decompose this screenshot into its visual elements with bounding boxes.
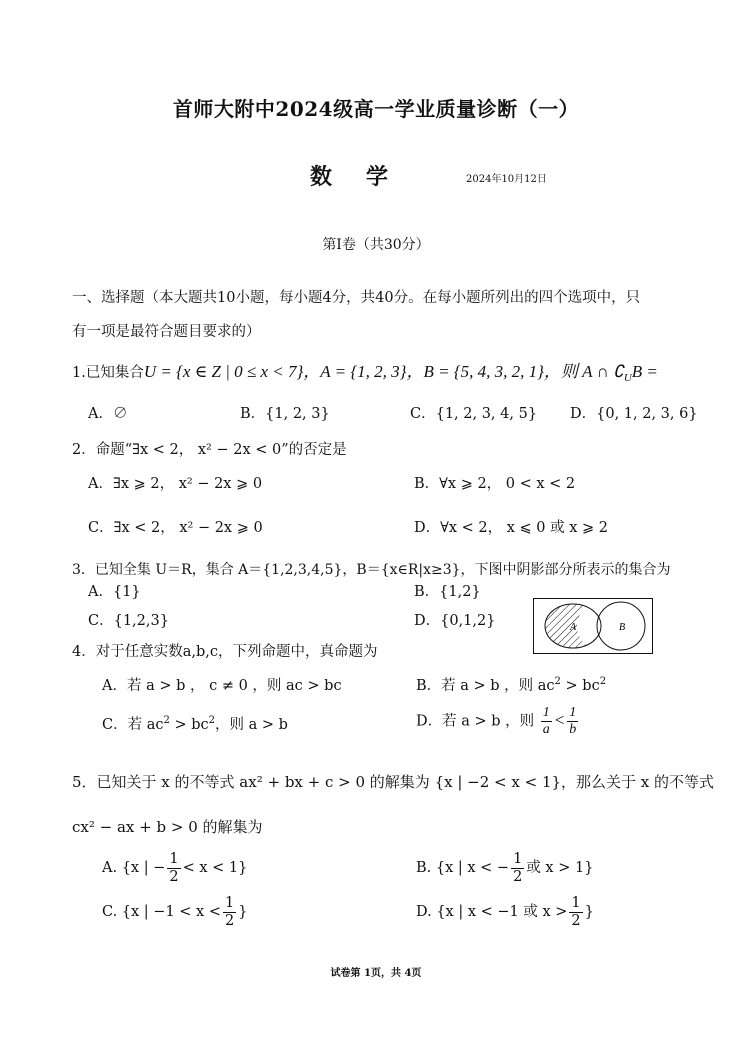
question-3-stem: 3．已知全集 U＝R，集合 A＝{1,2,3,4,5}，B＝{x∈R|x≥3}，下图中阴影部分所表示的集合为	[72, 562, 671, 578]
q4-d-pre: D．若 a > b ，则	[416, 713, 535, 730]
set-a-label: A	[569, 622, 577, 633]
q4-option-c	[102, 713, 288, 734]
q3-option-c: C．{1,2,3}	[88, 613, 169, 629]
q5-c-num: 1	[224, 895, 235, 911]
subject-title: 数学	[310, 164, 423, 190]
q5-b-tail: 或 x > 1}	[526, 860, 594, 876]
q5-a-frac	[167, 852, 180, 884]
q5-option-d	[416, 896, 594, 928]
question-2-stem: 2．命题“∃x < 2， x² − 2x < 0”的否定是	[72, 442, 347, 458]
exam-title: 首师大附中2024级高一学业质量诊断（一）	[172, 97, 580, 121]
section-instruction-line2: 有一项是最符合题目要求的）	[72, 324, 261, 340]
q1-set-b: ，B = {5, 4, 3, 2, 1}	[406, 362, 544, 381]
q1-set-u: U = {x ∈ Z | 0 ≤ x < 7}	[143, 362, 304, 381]
q5-c-den: 2	[224, 912, 235, 929]
q2-option-b: B．∀x ⩾ 2， 0 < x < 2	[414, 476, 576, 492]
q5-d-num: 1	[571, 895, 581, 911]
q1-ask-sub: U	[623, 371, 632, 384]
q5-a-den: 2	[169, 868, 179, 885]
q3-option-d: D．{0,1,2}	[414, 613, 496, 629]
q5-b-num: 1	[513, 851, 523, 867]
q4-d-frac2	[567, 706, 578, 737]
q1-ask-tail: B =	[631, 362, 658, 381]
q5-c-pre: C. {x | −1 < x <	[102, 904, 221, 920]
q1-ask: ，则 A ∩ ∁	[543, 362, 624, 381]
q5-c-tail: }	[238, 904, 248, 920]
q4-d-lt: <	[553, 710, 566, 730]
question-1-stem	[72, 357, 658, 384]
q5-b-frac	[511, 852, 524, 884]
q4-option-a: A．若 a > b ， c ≠ 0 ，则 ac > bc	[102, 678, 342, 694]
q5-d-den: 2	[571, 912, 581, 929]
q5-option-c	[102, 896, 247, 928]
question-4-stem: 4．对于任意实数a,b,c，下列命题中，真命题为	[72, 644, 378, 660]
q5-option-a	[102, 852, 247, 884]
q5-a-pre: A. {x | −	[102, 860, 166, 876]
q4-d-frac1-num: 1	[542, 705, 550, 720]
q4-option-b	[416, 674, 606, 695]
q4-b-sup1: 2	[554, 676, 561, 688]
q5-d-frac	[569, 896, 582, 928]
q5-d-tail: }	[584, 904, 594, 920]
q5-b-den: 2	[513, 868, 523, 885]
q1-set-a: ，A = {1, 2, 3}	[303, 362, 407, 381]
part-heading: 第I卷（共30分）	[322, 237, 430, 253]
venn-diagram	[533, 598, 653, 654]
set-b-label: B	[618, 622, 626, 633]
q4-c-mid: > bc	[169, 717, 209, 733]
q1-number: 1.已知集合	[72, 365, 144, 381]
q4-b-sup2: 2	[599, 676, 607, 688]
question-5-stem-line1: 5．已知关于 x 的不等式 ax² + bx + c > 0 的解集为 {x | −2 < x < 1}，那么关于 x 的不等式	[72, 773, 715, 791]
q4-c-sup1: 2	[163, 715, 170, 727]
question-5-stem-line2: cx² − ax + b > 0 的解集为	[72, 818, 263, 836]
q4-c-pre: C．若 ac	[102, 717, 164, 733]
q4-d-frac2-den: b	[569, 722, 577, 737]
q4-c-sup2: 2	[208, 715, 216, 727]
q5-b-pre: B. {x | x < −	[416, 860, 510, 876]
q3-option-b: B．{1,2}	[414, 584, 481, 600]
q2-option-d: D．∀x < 2， x ⩽ 0 或 x ⩾ 2	[414, 520, 609, 536]
section-instruction-line1: 一、选择题（本大题共10小题，每小题4分，共40分。在每小题所列出的四个选项中，只	[72, 290, 641, 306]
q2-option-c: C．∃x < 2， x² − 2x ⩾ 0	[88, 520, 263, 536]
q4-d-frac1	[541, 706, 552, 737]
exam-date: 2024年10月12日	[466, 174, 547, 185]
q4-c-tail: ，则 a > b	[215, 717, 288, 733]
q4-d-frac1-den: a	[542, 722, 550, 737]
q5-d-pre: D. {x | x < −1 或 x >	[416, 904, 568, 920]
q5-option-b	[416, 852, 593, 884]
page-footer: 试卷第 1页，共 4页	[330, 968, 422, 979]
q2-option-a: A．∃x ⩾ 2， x² − 2x ⩾ 0	[88, 476, 263, 492]
q4-b-pre: B．若 a > b ，则 ac	[416, 678, 555, 694]
q4-b-mid: > bc	[560, 678, 600, 694]
q5-a-num: 1	[169, 851, 179, 867]
q4-d-frac2-num: 1	[569, 705, 577, 720]
q1-option-d: D．{0, 1, 2, 3, 6}	[570, 406, 698, 422]
q5-a-tail: < x < 1}	[182, 860, 248, 876]
q1-option-a: A．∅	[88, 406, 128, 422]
q3-option-a: A．{1}	[88, 584, 141, 600]
q4-option-d	[416, 706, 580, 737]
q1-option-b: B．{1, 2, 3}	[240, 406, 330, 422]
q1-option-c: C．{1, 2, 3, 4, 5}	[410, 406, 538, 422]
q5-c-frac	[223, 896, 236, 928]
